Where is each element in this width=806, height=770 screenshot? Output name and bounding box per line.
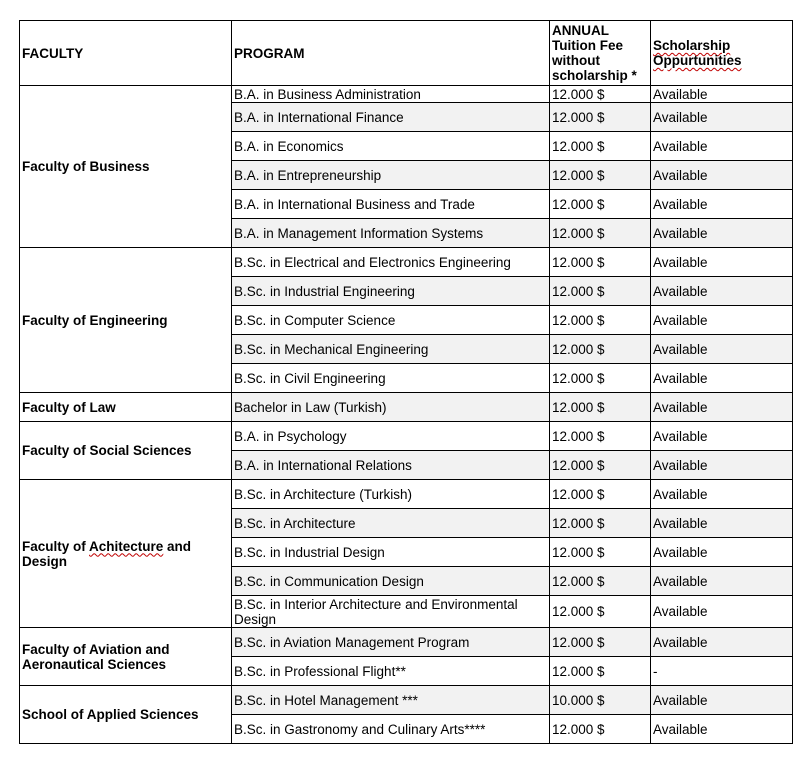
header-row (20, 21, 793, 86)
fee-cell: 12.000 $ (550, 132, 651, 161)
program-cell: B.Sc. in Aviation Management Program (232, 628, 550, 657)
program-cell: B.Sc. in Industrial Engineering (232, 277, 550, 306)
fee-cell: 12.000 $ (550, 567, 651, 596)
program-cell: B.A. in International Finance (232, 103, 550, 132)
scholarship-cell: - (651, 657, 793, 686)
program-cell: B.A. in Psychology (232, 422, 550, 451)
program-cell: B.Sc. in Communication Design (232, 567, 550, 596)
fee-cell: 12.000 $ (550, 509, 651, 538)
scholarship-cell: Available (651, 509, 793, 538)
scholarship-cell: Available (651, 480, 793, 509)
faculty-cell: Faculty of Law (20, 393, 232, 422)
program-cell: Bachelor in Law (Turkish) (232, 393, 550, 422)
scholarship-cell: Available (651, 393, 793, 422)
scholarship-cell: Available (651, 248, 793, 277)
program-cell: B.A. in Business Administration (232, 86, 550, 103)
fee-cell: 12.000 $ (550, 538, 651, 567)
fee-cell: 12.000 $ (550, 480, 651, 509)
header-program: PROGRAM (232, 21, 550, 86)
scholarship-cell: Available (651, 132, 793, 161)
program-cell: B.Sc. in Architecture (232, 509, 550, 538)
faculty-cell: Faculty of Aviation and Aeronautical Sciences (20, 628, 232, 686)
scholarship-cell: Available (651, 422, 793, 451)
table-row (20, 393, 793, 422)
program-cell: B.A. in Entrepreneurship (232, 161, 550, 190)
program-cell: B.A. in International Business and Trade (232, 190, 550, 219)
scholarship-cell: Available (651, 364, 793, 393)
table-body (20, 86, 793, 744)
faculty-cell: School of Applied Sciences (20, 686, 232, 744)
table-row (20, 422, 793, 451)
program-cell: B.Sc. in Industrial Design (232, 538, 550, 567)
faculty-cell: Faculty of Social Sciences (20, 422, 232, 480)
fee-cell: 12.000 $ (550, 219, 651, 248)
program-cell: B.Sc. in Electrical and Electronics Engineering (232, 248, 550, 277)
table-row (20, 686, 793, 715)
program-cell: B.A. in Management Information Systems (232, 219, 550, 248)
program-cell: B.Sc. in Hotel Management *** (232, 686, 550, 715)
fee-cell: 12.000 $ (550, 277, 651, 306)
fee-cell: 12.000 $ (550, 657, 651, 686)
fee-cell: 12.000 $ (550, 715, 651, 744)
fee-cell: 12.000 $ (550, 422, 651, 451)
tuition-fee-table (19, 20, 793, 744)
program-cell: B.Sc. in Computer Science (232, 306, 550, 335)
fee-cell: 12.000 $ (550, 364, 651, 393)
scholarship-cell: Available (651, 451, 793, 480)
fee-cell: 10.000 $ (550, 686, 651, 715)
fee-cell: 12.000 $ (550, 103, 651, 132)
scholarship-cell: Available (651, 103, 793, 132)
table-row (20, 628, 793, 657)
fee-cell: 12.000 $ (550, 86, 651, 103)
header-annual-fee: ANNUAL Tuition Fee without scholarship * (550, 21, 651, 86)
fee-cell: 12.000 $ (550, 451, 651, 480)
faculty-cell (20, 480, 232, 628)
scholarship-cell: Available (651, 335, 793, 364)
scholarship-cell: Available (651, 596, 793, 628)
program-cell: B.Sc. in Professional Flight** (232, 657, 550, 686)
scholarship-cell: Available (651, 715, 793, 744)
program-cell: B.Sc. in Mechanical Engineering (232, 335, 550, 364)
header-scholarship-label: Scholarship Oppurtunities (653, 38, 742, 68)
faculty-cell: Faculty of Engineering (20, 248, 232, 393)
fee-cell: 12.000 $ (550, 161, 651, 190)
fee-cell: 12.000 $ (550, 190, 651, 219)
program-cell: B.Sc. in Interior Architecture and Environmental Design (232, 596, 550, 628)
scholarship-cell: Available (651, 538, 793, 567)
scholarship-cell: Available (651, 628, 793, 657)
scholarship-cell: Available (651, 219, 793, 248)
header-faculty: FACULTY (20, 21, 232, 86)
faculty-cell: Faculty of Business (20, 86, 232, 248)
header-scholarship (651, 21, 793, 86)
scholarship-cell: Available (651, 190, 793, 219)
fee-cell: 12.000 $ (550, 335, 651, 364)
faculty-name: Faculty of Achitecture and Design (22, 538, 192, 569)
fee-cell: 12.000 $ (550, 248, 651, 277)
fee-cell: 12.000 $ (550, 596, 651, 628)
fee-cell: 12.000 $ (550, 306, 651, 335)
table-row (20, 248, 793, 277)
fee-cell: 12.000 $ (550, 393, 651, 422)
scholarship-cell: Available (651, 567, 793, 596)
fee-cell: 12.000 $ (550, 628, 651, 657)
program-cell: B.Sc. in Civil Engineering (232, 364, 550, 393)
program-cell: B.A. in International Relations (232, 451, 550, 480)
scholarship-cell: Available (651, 161, 793, 190)
program-cell: B.A. in Economics (232, 132, 550, 161)
scholarship-cell: Available (651, 686, 793, 715)
faculty-name-misspelled-word: Achitecture (89, 538, 164, 554)
program-cell: B.Sc. in Gastronomy and Culinary Arts**** (232, 715, 550, 744)
scholarship-cell: Available (651, 306, 793, 335)
scholarship-cell: Available (651, 277, 793, 306)
program-cell: B.Sc. in Architecture (Turkish) (232, 480, 550, 509)
table-row (20, 480, 793, 509)
scholarship-cell: Available (651, 86, 793, 103)
table-row (20, 86, 793, 103)
